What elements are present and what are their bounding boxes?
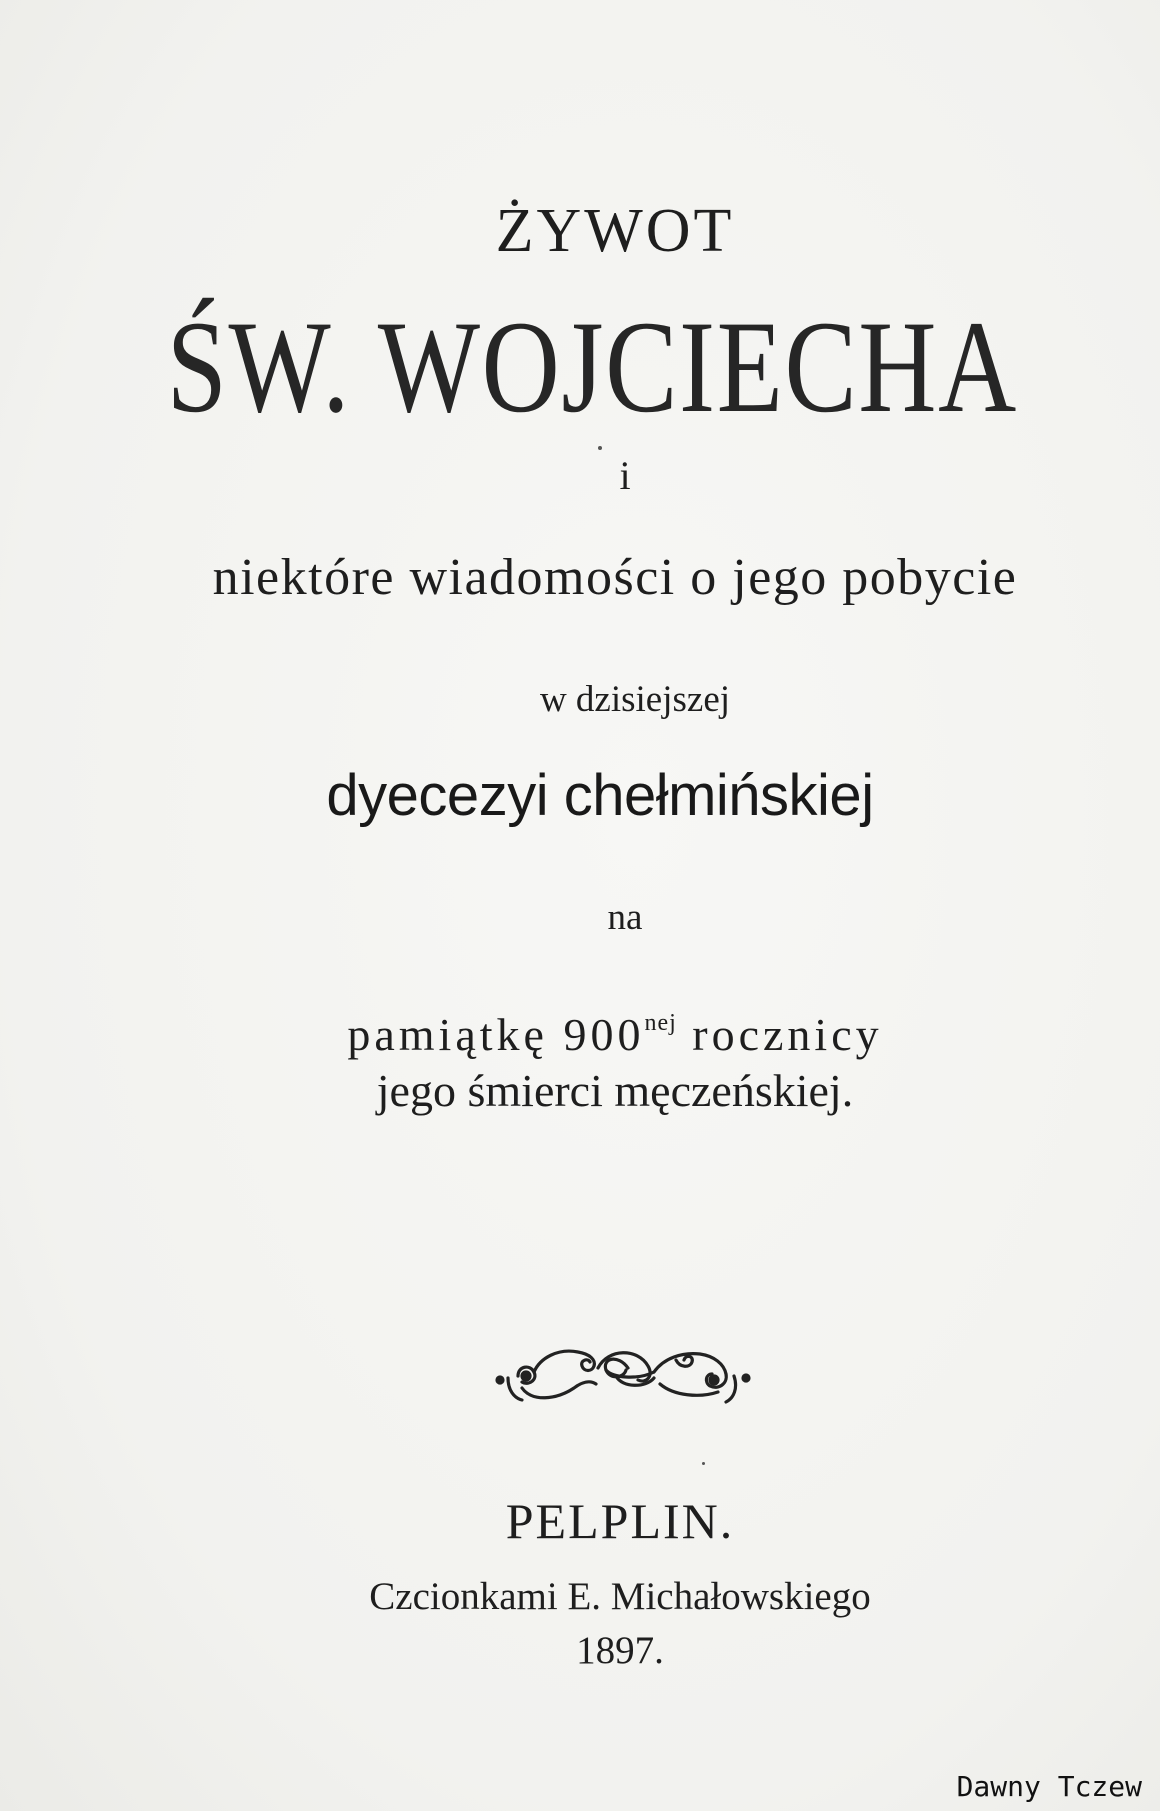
commemoration-superscript: nej — [644, 1010, 677, 1036]
diocese-line: dyecezyi chełmińskiej — [326, 763, 874, 828]
imprint-place: PELPLIN. — [505, 1493, 735, 1549]
na-line: na — [607, 897, 643, 938]
commemoration-suffix: rocznicy — [676, 1009, 883, 1060]
page-title: ŚW. WOJCIECHA — [166, 293, 1018, 440]
paper-speck — [598, 446, 602, 450]
watermark-signature: Dawny Tczew — [956, 1770, 1142, 1803]
imprint-printer: Czcionkami E. Michałowskiego — [369, 1575, 871, 1618]
commemoration-line — [0, 1008, 1160, 1061]
heading-zywot: ŻYWOT — [495, 197, 735, 265]
imprint-year: 1897. — [576, 1629, 664, 1672]
death-line: jego śmierci męczeńskiej. — [376, 1065, 854, 1116]
w-dzisiejszej-line: w dzisiejszej — [539, 679, 731, 720]
subtitle-line: niektóre wiadomości o jego pobycie — [212, 549, 1018, 606]
ornament-flourish-icon — [478, 1318, 778, 1418]
paper-speck — [702, 1462, 705, 1465]
conjunction-i: i — [619, 453, 631, 498]
commemoration-prefix: pamiątkę 900 — [347, 1009, 645, 1060]
